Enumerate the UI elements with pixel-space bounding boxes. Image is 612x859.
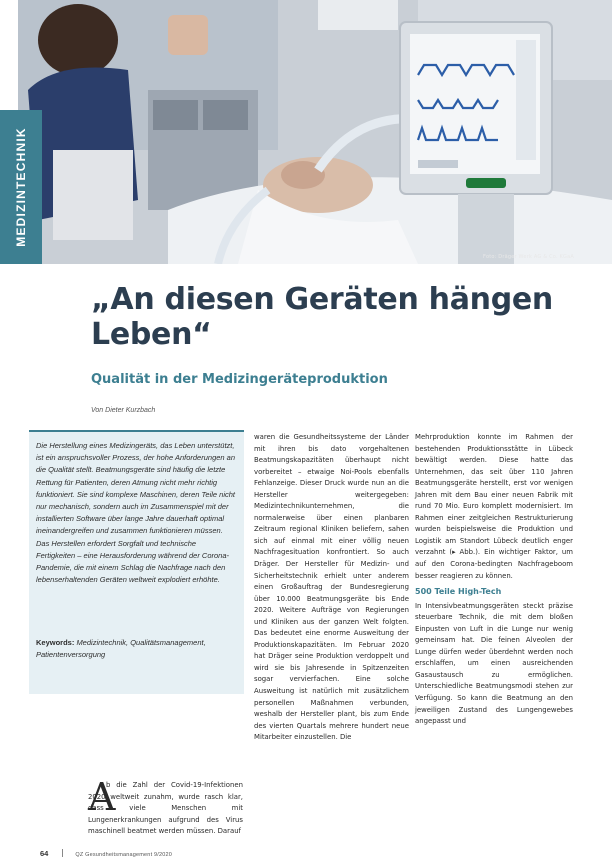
footer-divider [62,849,63,857]
body-paragraph: Mehrproduktion konnte im Rahmen der bestehenden Produktionsstätte in Lübeck bewältigt werden. Diese hatte das Unternehmen, das seit über 110 Jahren Beatmungsgeräte herstellt, erst vor wenigen Jahren mit dem Bau einer neuen Fabrik mit rund 70 Mio. Euro komplett modernisiert. Im Rahmen einer zeitgleichen Restrukturierung wurden beispielsweise die Produktion und Logistik am Standort Lübeck deutlich enger verzahnt (▸ Abb.). Ein wichtiger Faktor, um auf den Corona-bedingten Nachfrageboom besser reagieren zu können. [415,433,573,580]
section-tab [0,110,42,264]
magazine-issue: QZ Gesundheitsmanagement 9/2020 [75,852,173,858]
page-number: 64 [40,849,49,858]
section-label: MEDIZINTECHNIK [14,127,28,247]
article-subheadline: Qualität in der Medizingeräteproduktion [91,372,388,387]
body-paragraph: waren die Gesundheitssysteme der Länder mit ihren bis dato vorgehaltenen Beatmungskapazitäten überhaupt nicht vorbereitet – etwaige Noi-Pools ebenfalls Fehlanzeige. Dieser Druck wurde nun an die Hersteller weitergegeben: Medizintechnikunternehmen, die normalerweise über einen planbaren Zeitraum regional Kliniken beliefern, sahen sich auf einmal mit einer völlig neuen Nachfragesituation konfrontiert. So auch Dräger. Der Hersteller für Medizin- und Sicherheitstechnik erhielt unter anderem einen Großauftrag der Bundesregierung über 10.000 Beatmungsgeräte bis Ende 2020. Weitere Aufträge von Regierungen und Kliniken aus der ganzen Welt folgten. Das bedeutet eine enorme Ausweitung der Produktionskapazitäten. Im Februar 2020 hat Dräger seine Produktion verdoppelt und wird sie bis Jahresende in Spitzenzeiten sogar vervierfachen. Eine solche Ausweitung ist natürlich mit zusätzlichem personellen Maßnahmen verbunden, weshalb der Hersteller plant, bis zum Ende des vierten Quartals mehrere hundert neue Mitarbeiter einzustellen. Die [254,433,409,742]
icu-scene-illustration [18,0,612,264]
drop-cap: A [88,775,116,819]
abstract-box [29,430,244,694]
keywords-list: Medizintechnik, Qualitätsmanagement, Patientenversorgung [36,638,206,660]
keywords [36,637,236,661]
keywords-label: Keywords: [36,638,75,647]
body-column-1 [88,775,243,838]
abstract-text: Die Herstellung eines Medizingeräts, das Leben unterstützt, ist ein anspruchsvoller Prozess, der hohe Anforderungen an die Qualität stellt. Beatmungsgeräte sind häufig die letzte Rettung für Patienten, deren Atmung nicht mehr richtig funktioniert. Sie sind komplexe Maschinen, deren Teile nicht nur mechanisch, sondern auch im Zusammenspiel mit der installierten Software über lange Jahre dauerhaft optimal ineinandergreifen und zusammen funktionieren müssen. Das Herstellen erfordert Sorgfalt und technische Fertigkeiten – eine Herausforderung während der Corona-Pandemie, die mit einem Schlag die Nachfrage nach den lebenserhaltenden Geräten weltweit explodiert erhöhte. [36,441,236,585]
section-heading: 500 Teile High-Tech [415,587,502,597]
body-paragraph: In Intensivbeatmungsgeräten steckt präzise steuerbare Technik, die mit dem bloßen Einpusten von Luft in die Lunge nur wenig gemeinsam hat. Die feinen Alveolen der Lunge dürfen weder überdehnt werden noch erschlaffen, um einen ausreichenden Gasaustausch zu ermöglichen. Unterschiedliche Beatmungsmodi stehen zur Verfügung. So kann die Beatmung an den jeweiligen Zustand des Lungengewebes angepasst und [415,601,573,726]
body-paragraph: b die Zahl der Covid-19-Infektionen 2020 weltweit zunahm, wurde rasch klar, dass viele Menschen mit Lungenerkrankungen aufgrund des Virus maschinell beatmet werden müssen. Darauf [88,781,243,836]
header-photo [18,0,612,264]
body-column-3 [415,432,573,728]
article-headline: „An diesen Geräten hängen Leben“ [91,282,553,352]
body-column-2 [254,432,409,744]
page-footer [40,849,172,858]
photo-credit: Foto: Dräger Werk AG & Co. KGaA [483,254,574,260]
article-author: Von Dieter Kurzbach [91,407,156,414]
